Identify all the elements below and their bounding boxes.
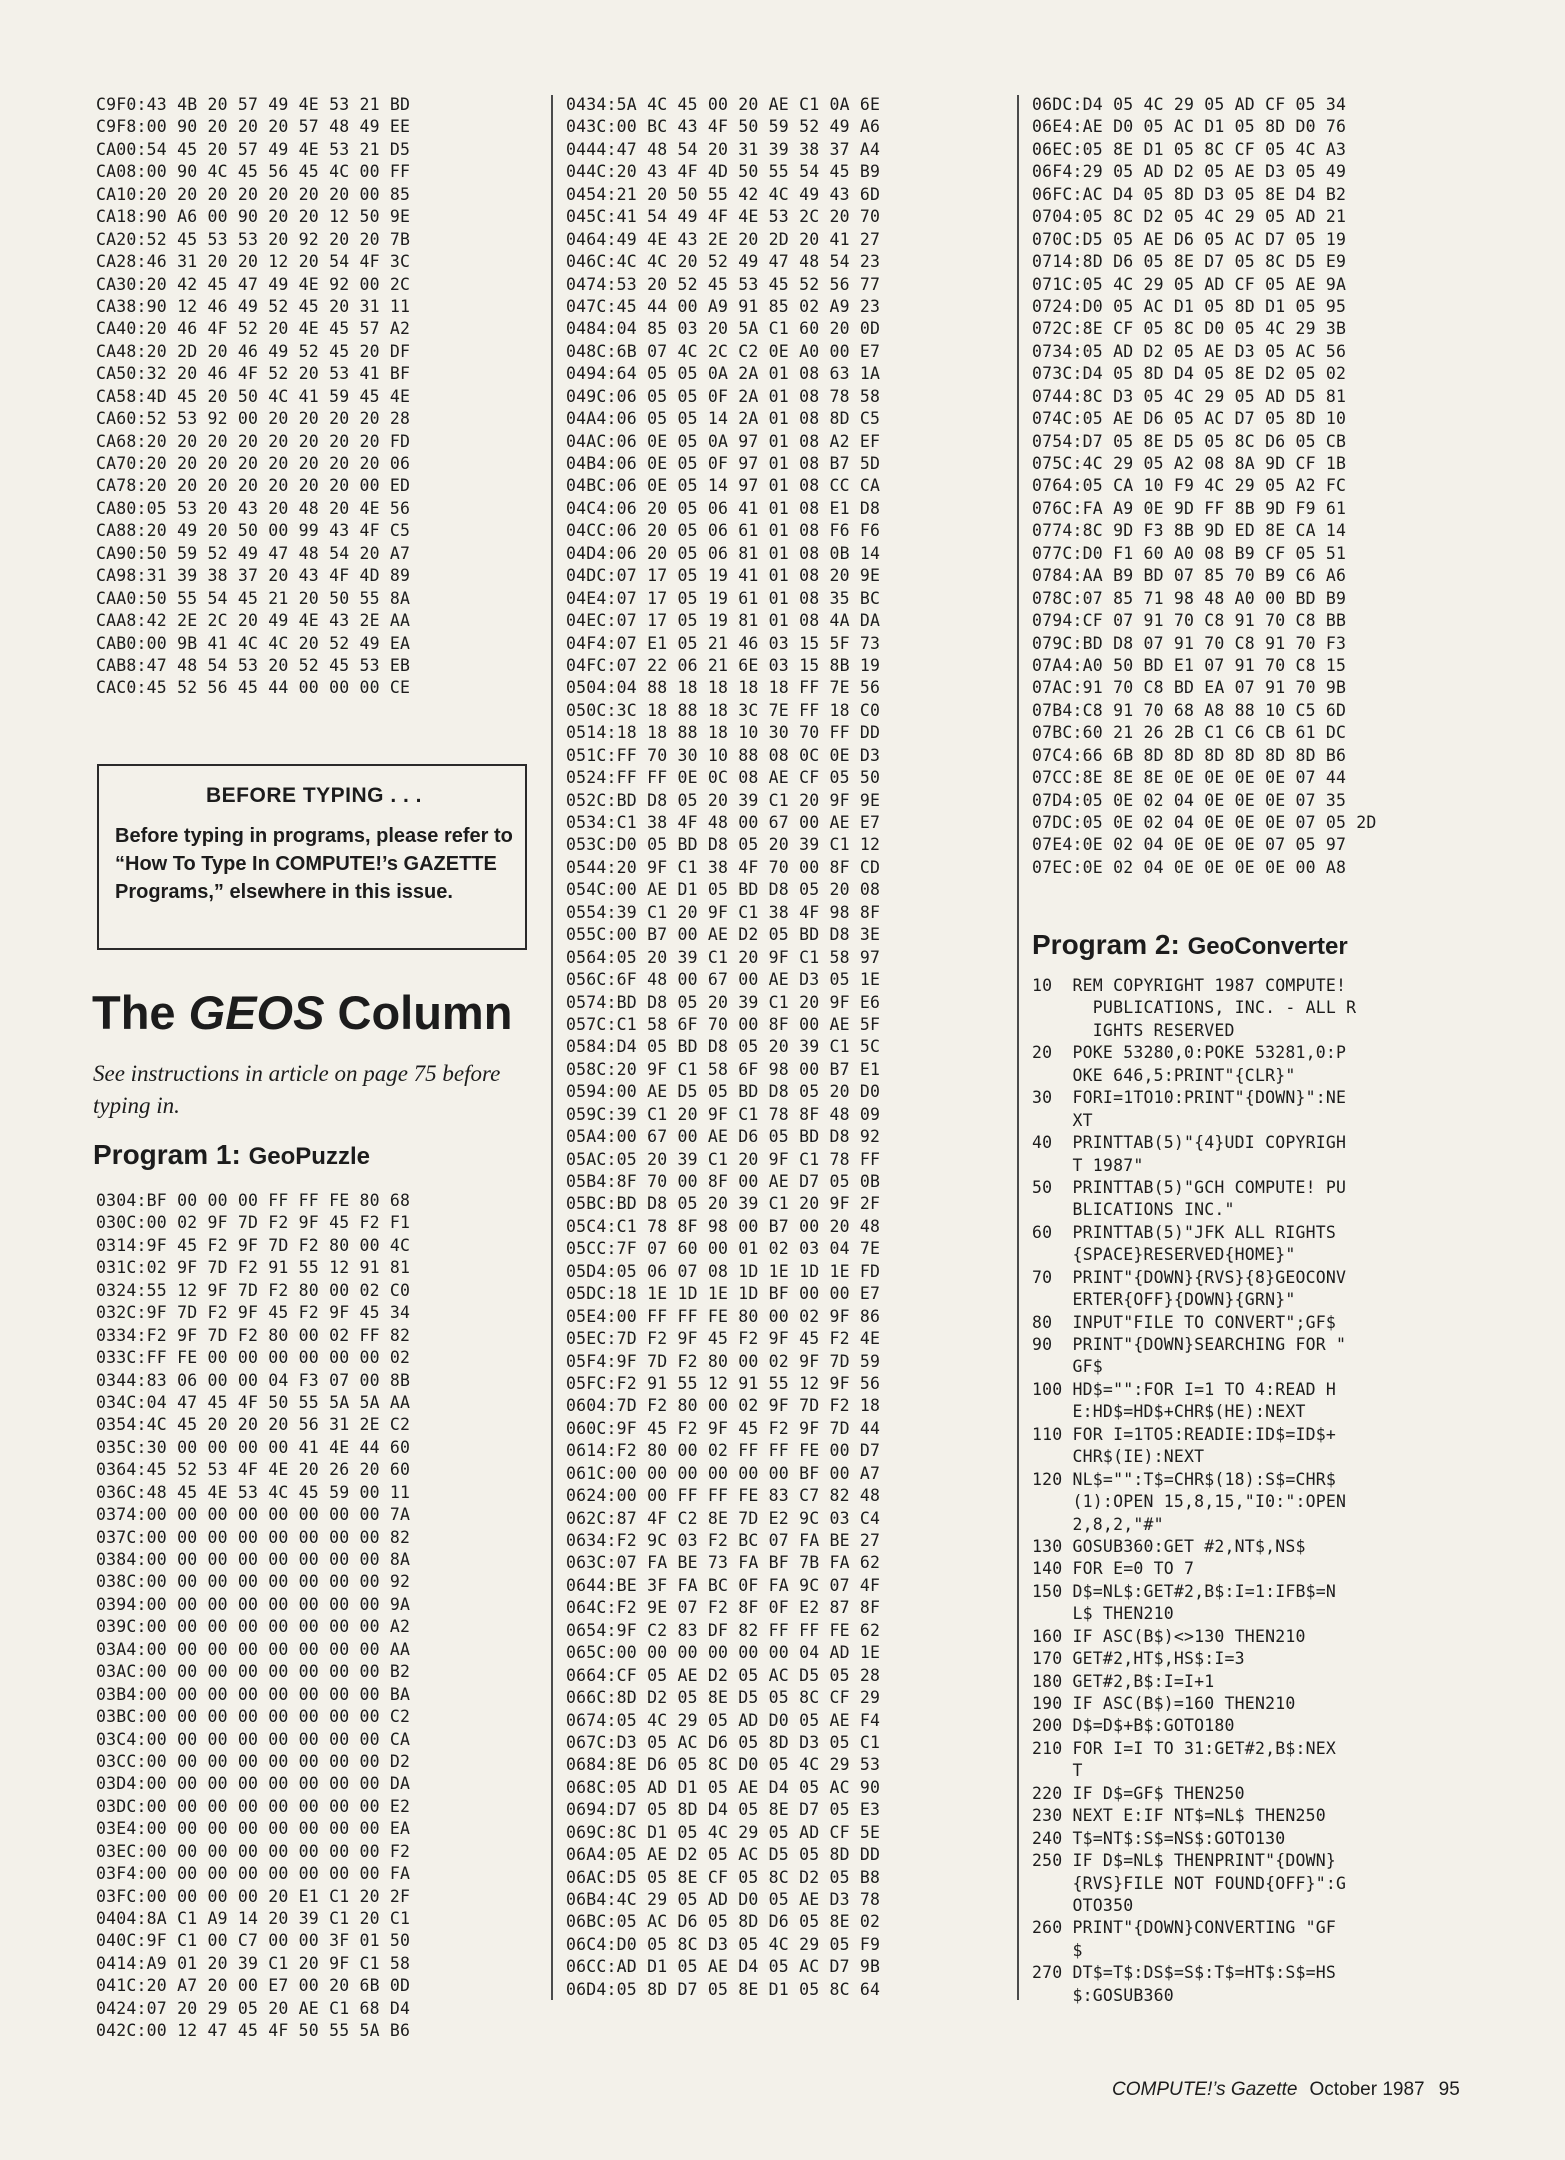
listing-line: 240 T$=NT$:S$=NS$:GOTO130 xyxy=(1032,1828,1286,1848)
listing-line: 048C:6B 07 4C 2C C2 0E A0 00 E7 xyxy=(566,341,881,361)
listing-line: CHR$(IE):NEXT xyxy=(1032,1447,1205,1467)
listing-line: 045C:41 54 49 4F 4E 53 2C 20 70 xyxy=(566,207,881,227)
footer-magazine: COMPUTE!’s Gazette xyxy=(1112,2079,1298,2100)
listing-line: T xyxy=(1032,1761,1083,1781)
listing-line: 06A4:05 AE D2 05 AC D5 05 8D DD xyxy=(566,1845,881,1865)
listing-line: 040C:9F C1 00 C7 00 00 3F 01 50 xyxy=(96,1931,411,1951)
listing-line: 210 FOR I=I TO 31:GET#2,B$:NEX xyxy=(1032,1738,1337,1758)
listing-line: 059C:39 C1 20 9F C1 78 8F 48 09 xyxy=(566,1104,881,1124)
listing-line: 06AC:D5 05 8E CF 05 8C D2 05 B8 xyxy=(566,1867,881,1887)
listing-line: 220 IF D$=GF$ THEN250 xyxy=(1032,1783,1245,1803)
listing-line: 250 IF D$=NL$ THENPRINT"{DOWN} xyxy=(1032,1851,1337,1871)
listing-line: 06F4:29 05 AD D2 05 AE D3 05 49 xyxy=(1032,162,1347,182)
listing-line: {SPACE}RESERVED{HOME}" xyxy=(1032,1245,1296,1265)
listing-line: CA98:31 39 38 37 20 43 4F 4D 89 xyxy=(96,566,411,586)
listing-line: 0534:C1 38 4F 48 00 67 00 AE E7 xyxy=(566,813,881,832)
listing-line: 035C:30 00 00 00 00 41 4E 44 60 xyxy=(96,1437,411,1457)
listing-line: 110 FOR I=1TO5:READIE:ID$=ID$+ xyxy=(1032,1424,1337,1444)
listing-line: L$ THEN210 xyxy=(1032,1604,1174,1624)
listing-line: 041C:20 A7 20 00 E7 00 20 6B 0D xyxy=(96,1976,411,1996)
listing-line: 0324:55 12 9F 7D F2 80 00 02 C0 xyxy=(96,1280,411,1300)
listing-column-1-top xyxy=(96,94,536,700)
listing-line: 034C:04 47 45 4F 50 55 5A 5A AA xyxy=(96,1392,411,1412)
listing-line: XT xyxy=(1032,1110,1093,1130)
listing-line: 0474:53 20 52 45 53 45 52 56 77 xyxy=(566,274,881,294)
listing-line: 06EC:05 8E D1 05 8C CF 05 4C A3 xyxy=(1032,139,1347,159)
column-title-geos: GEOS xyxy=(188,986,325,1039)
listing-line: 042C:00 12 47 45 4F 50 55 5A B6 xyxy=(96,2021,411,2041)
listing-line: C9F8:00 90 20 20 20 57 48 49 EE xyxy=(96,117,411,137)
listing-line: 05D4:05 06 07 08 1D 1E 1D 1E FD xyxy=(566,1261,881,1281)
page-number: 95 xyxy=(1438,2079,1460,2100)
listing-line: 100 HD$="":FOR I=1 TO 4:READ H xyxy=(1032,1379,1337,1399)
listing-line: CA28:46 31 20 20 12 20 54 4F 3C xyxy=(96,252,411,272)
listing-line: 054C:00 AE D1 05 BD D8 05 20 08 xyxy=(566,880,881,900)
listing-column-1-bottom xyxy=(96,1190,536,2043)
listing-line: CA70:20 20 20 20 20 20 20 20 06 xyxy=(96,454,411,473)
listing-line: 190 IF ASC(B$)=160 THEN210 xyxy=(1032,1694,1296,1713)
listing-line: CA88:20 49 20 50 00 99 43 4F C5 xyxy=(96,521,411,541)
listing-line: 03F4:00 00 00 00 00 00 00 00 FA xyxy=(96,1864,411,1884)
listing-line: 30 FORI=1TO10:PRINT"{DOWN}":NE xyxy=(1032,1088,1347,1108)
listing-line: 0514:18 18 88 18 10 30 70 FF DD xyxy=(566,723,881,743)
listing-line: 0434:5A 4C 45 00 20 AE C1 0A 6E xyxy=(566,95,881,114)
listing-line: 0564:05 20 39 C1 20 9F C1 58 97 xyxy=(566,947,881,967)
listing-line: 031C:02 9F 7D F2 91 55 12 91 81 xyxy=(96,1258,411,1278)
listing-line: 140 FOR E=0 TO 7 xyxy=(1032,1559,1195,1579)
listing-line: 0634:F2 9C 03 F2 BC 07 FA BE 27 xyxy=(566,1531,881,1550)
listing-line: 03C4:00 00 00 00 00 00 00 00 CA xyxy=(96,1729,411,1749)
listing-line: 160 IF ASC(B$)<>130 THEN210 xyxy=(1032,1626,1306,1646)
listing-line: 0734:05 AD D2 05 AE D3 05 AC 56 xyxy=(1032,341,1347,361)
listing-line: 06B4:4C 29 05 AD D0 05 AE D3 78 xyxy=(566,1890,881,1909)
listing-line: 03AC:00 00 00 00 00 00 00 00 B2 xyxy=(96,1662,411,1682)
listing-line: 036C:48 45 4E 53 4C 45 59 00 11 xyxy=(96,1482,411,1502)
notice-body: Before typing in programs, please refer to “How To Type In COMPUTE!’s GAZETTE Programs,” elsewhere in this issue. xyxy=(115,825,513,903)
listing-line: 069C:8C D1 05 4C 29 05 AD CF 5E xyxy=(566,1822,881,1842)
listing-line: 180 GET#2,B$:I=I+1 xyxy=(1032,1671,1215,1691)
listing-line: 039C:00 00 00 00 00 00 00 00 A2 xyxy=(96,1617,411,1637)
column-divider xyxy=(551,95,553,2000)
listing-line: 078C:07 85 71 98 48 A0 00 BD B9 xyxy=(1032,588,1347,608)
listing-line: 07BC:60 21 26 2B C1 C6 CB 61 DC xyxy=(1032,723,1347,743)
listing-line: CAA8:42 2E 2C 20 49 4E 43 2E AA xyxy=(96,611,411,631)
listing-line: GF$ xyxy=(1032,1357,1103,1377)
listing-line: 0354:4C 45 20 20 20 56 31 2E C2 xyxy=(96,1415,411,1435)
listing-line: 260 PRINT"{DOWN}CONVERTING "GF xyxy=(1032,1918,1337,1938)
listing-line: 062C:87 4F C2 8E 7D E2 9C 03 C4 xyxy=(566,1508,881,1528)
listing-line: 074C:05 AE D6 05 AC D7 05 8D 10 xyxy=(1032,409,1347,429)
listing-line: 230 NEXT E:IF NT$=NL$ THEN250 xyxy=(1032,1806,1326,1826)
listing-line: 0394:00 00 00 00 00 00 00 00 9A xyxy=(96,1594,411,1614)
listing-line: 047C:45 44 00 A9 91 85 02 A9 23 xyxy=(566,296,881,316)
listing-line: 0404:8A C1 A9 14 20 39 C1 20 C1 xyxy=(96,1909,411,1928)
listing-line: 037C:00 00 00 00 00 00 00 00 82 xyxy=(96,1527,411,1547)
listing-line: 0554:39 C1 20 9F C1 38 4F 98 8F xyxy=(566,902,881,922)
listing-line: 2,8,2,"#" xyxy=(1032,1514,1164,1534)
listing-line: 079C:BD D8 07 91 70 C8 91 70 F3 xyxy=(1032,633,1347,653)
listing-line: 0654:9F C2 83 DF 82 FF FF FE 62 xyxy=(566,1620,881,1640)
listing-line: 0714:8D D6 05 8E D7 05 8C D5 E9 xyxy=(1032,252,1347,272)
listing-line: 03DC:00 00 00 00 00 00 00 00 E2 xyxy=(96,1796,411,1816)
listing-line: 043C:00 BC 43 4F 50 59 52 49 A6 xyxy=(566,117,881,137)
column-intro: See instructions in article on page 75 before typing in. xyxy=(93,1061,501,1118)
listing-line: 0584:D4 05 BD D8 05 20 39 C1 5C xyxy=(566,1037,881,1057)
column-divider xyxy=(1017,95,1019,2000)
listing-line: 0414:A9 01 20 39 C1 20 9F C1 58 xyxy=(96,1953,411,1973)
listing-line: 06CC:AD D1 05 AE D4 05 AC D7 9B xyxy=(566,1957,881,1977)
listing-line: 120 NL$="":T$=CHR$(18):S$=CHR$ xyxy=(1032,1469,1337,1489)
listing-line: 0694:D7 05 8D D4 05 8E D7 05 E3 xyxy=(566,1800,881,1820)
listing-line: 075C:4C 29 05 A2 08 8A 9D CF 1B xyxy=(1032,454,1347,473)
listing-line: 0594:00 AE D5 05 BD D8 05 20 D0 xyxy=(566,1082,881,1102)
listing-line: (1):OPEN 15,8,15,"I0:":OPEN xyxy=(1032,1492,1347,1512)
listing-line: 0384:00 00 00 00 00 00 00 00 8A xyxy=(96,1550,411,1569)
listing-line: 06DC:D4 05 4C 29 05 AD CF 05 34 xyxy=(1032,95,1347,114)
listing-line: 0744:8C D3 05 4C 29 05 AD D5 81 xyxy=(1032,386,1347,406)
listing-line: CAB8:47 48 54 53 20 52 45 53 EB xyxy=(96,655,411,675)
column-title-suffix: Column xyxy=(337,986,513,1039)
listing-line: 80 INPUT"FILE TO CONVERT";GF$ xyxy=(1032,1312,1337,1332)
listing-line: 058C:20 9F C1 58 6F 98 00 B7 E1 xyxy=(566,1059,881,1079)
listing-line: 032C:9F 7D F2 9F 45 F2 9F 45 34 xyxy=(96,1303,411,1323)
listing-line: {RVS}FILE NOT FOUND{OFF}":G xyxy=(1032,1873,1347,1893)
listing-line: 07B4:C8 91 70 68 A8 88 10 C5 6D xyxy=(1032,700,1347,720)
listing-line: 0624:00 00 FF FF FE 83 C7 82 48 xyxy=(566,1486,881,1506)
listing-column-3-top xyxy=(1032,94,1502,879)
listing-line: 051C:FF 70 30 10 88 08 0C 0E D3 xyxy=(566,745,881,765)
listing-line: 052C:BD D8 05 20 39 C1 20 9F 9E xyxy=(566,790,881,810)
listing-line: CA10:20 20 20 20 20 20 20 00 85 xyxy=(96,184,411,204)
listing-line: 057C:C1 58 6F 70 00 8F 00 AE 5F xyxy=(566,1014,881,1034)
listing-line: 150 D$=NL$:GET#2,B$:I=1:IFB$=N xyxy=(1032,1581,1337,1601)
listing-line: 0674:05 4C 29 05 AD D0 05 AE F4 xyxy=(566,1710,881,1730)
listing-line: 270 DT$=T$:DS$=S$:T$=HT$:S$=HS xyxy=(1032,1963,1337,1983)
listing-line: 0364:45 52 53 4F 4E 20 26 20 60 xyxy=(96,1460,411,1480)
basic-listing-column-3 xyxy=(1032,975,1507,2007)
listing-line: 0604:7D F2 80 00 02 9F 7D F2 18 xyxy=(566,1396,881,1416)
page-footer xyxy=(1112,2079,1460,2101)
listing-line: CA50:32 20 46 4F 52 20 53 41 BF xyxy=(96,364,411,384)
listing-line: 050C:3C 18 88 18 3C 7E FF 18 C0 xyxy=(566,700,881,720)
listing-line: PUBLICATIONS, INC. - ALL R xyxy=(1032,998,1357,1018)
program-2-heading xyxy=(1032,929,1348,961)
column-title xyxy=(92,985,512,1040)
listing-line: 055C:00 B7 00 AE D2 05 BD D8 3E xyxy=(566,925,881,945)
listing-line: CA18:90 A6 00 90 20 20 12 50 9E xyxy=(96,207,411,227)
footer-date: October 1987 xyxy=(1309,2079,1425,2100)
listing-line: CA60:52 53 92 00 20 20 20 20 28 xyxy=(96,409,411,429)
listing-line: 0544:20 9F C1 38 4F 70 00 8F CD xyxy=(566,857,881,877)
listing-line: 0504:04 88 18 18 18 18 FF 7E 56 xyxy=(566,678,881,698)
listing-line: CA68:20 20 20 20 20 20 20 20 FD xyxy=(96,431,411,451)
listing-line: 064C:F2 9E 07 F2 8F 0F E2 87 8F xyxy=(566,1598,881,1618)
listing-line: 04AC:06 0E 05 0A 97 01 08 A2 EF xyxy=(566,431,881,451)
listing-line: 03CC:00 00 00 00 00 00 00 00 D2 xyxy=(96,1751,411,1771)
listing-line: 07EC:0E 02 04 0E 0E 0E 0E 00 A8 xyxy=(1032,857,1347,877)
listing-line: 0374:00 00 00 00 00 00 00 00 7A xyxy=(96,1505,411,1525)
listing-line: 060C:9F 45 F2 9F 45 F2 9F 7D 44 xyxy=(566,1418,881,1438)
listing-line: 0484:04 85 03 20 5A C1 60 20 0D xyxy=(566,319,881,339)
listing-line: 049C:06 05 05 0F 2A 01 08 78 58 xyxy=(566,386,881,406)
listing-line: 0454:21 20 50 55 42 4C 49 43 6D xyxy=(566,184,881,204)
listing-line: T 1987" xyxy=(1032,1155,1144,1175)
listing-line: 05C4:C1 78 8F 98 00 B7 00 20 48 xyxy=(566,1216,881,1236)
listing-line: OKE 646,5:PRINT"{CLR}" xyxy=(1032,1065,1296,1085)
program-1-name: GeoPuzzle xyxy=(248,1143,370,1170)
listing-line: 0794:CF 07 91 70 C8 91 70 C8 BB xyxy=(1032,611,1347,631)
listing-line: CA40:20 46 4F 52 20 4E 45 57 A2 xyxy=(96,319,411,339)
listing-line: CA48:20 2D 20 46 49 52 45 20 DF xyxy=(96,341,411,361)
listing-line: 0764:05 CA 10 F9 4C 29 05 A2 FC xyxy=(1032,476,1347,496)
listing-line: 05B4:8F 70 00 8F 00 AE D7 05 0B xyxy=(566,1172,881,1191)
listing-line: 70 PRINT"{DOWN}{RVS}{8}GEOCONV xyxy=(1032,1267,1347,1287)
listing-line: 073C:D4 05 8D D4 05 8E D2 05 02 xyxy=(1032,364,1347,384)
listing-line: 03E4:00 00 00 00 00 00 00 00 EA xyxy=(96,1819,411,1839)
listing-line: CA38:90 12 46 49 52 45 20 31 11 xyxy=(96,296,411,316)
listing-line: 03B4:00 00 00 00 00 00 00 00 BA xyxy=(96,1684,411,1704)
listing-line: CA30:20 42 45 47 49 4E 92 00 2C xyxy=(96,274,411,294)
program-2-name: GeoConverter xyxy=(1187,933,1348,960)
listing-line: C9F0:43 4B 20 57 49 4E 53 21 BD xyxy=(96,95,411,114)
listing-line: 130 GOSUB360:GET #2,NT$,NS$ xyxy=(1032,1536,1306,1556)
listing-line: 0314:9F 45 F2 9F 7D F2 80 00 4C xyxy=(96,1235,411,1255)
listing-line: 030C:00 02 9F 7D F2 9F 45 F2 F1 xyxy=(96,1213,411,1233)
listing-line: 04D4:06 20 05 06 81 01 08 0B 14 xyxy=(566,543,881,563)
listing-line: CA20:52 45 53 53 20 92 20 20 7B xyxy=(96,229,411,249)
listing-line: 04C4:06 20 05 06 41 01 08 E1 D8 xyxy=(566,498,881,518)
listing-line: 05FC:F2 91 55 12 91 55 12 9F 56 xyxy=(566,1373,881,1393)
listing-line: 05A4:00 67 00 AE D6 05 BD D8 92 xyxy=(566,1127,881,1147)
listing-line: 07CC:8E 8E 8E 0E 0E 0E 0E 07 44 xyxy=(1032,768,1347,788)
listing-line: 076C:FA A9 0E 9D FF 8B 9D F9 61 xyxy=(1032,498,1347,518)
listing-line: $:GOSUB360 xyxy=(1032,1985,1174,2005)
listing-line: 04BC:06 0E 05 14 97 01 08 CC CA xyxy=(566,476,881,496)
before-typing-notice xyxy=(97,764,527,950)
listing-line: 200 D$=D$+B$:GOTO180 xyxy=(1032,1716,1235,1736)
listing-line: 06D4:05 8D D7 05 8E D1 05 8C 64 xyxy=(566,1979,881,1999)
listing-line: 60 PRINTTAB(5)"JFK ALL RIGHTS xyxy=(1032,1222,1337,1242)
listing-line: 061C:00 00 00 00 00 00 BF 00 A7 xyxy=(566,1463,881,1483)
listing-line: 046C:4C 4C 20 52 49 47 48 54 23 xyxy=(566,252,881,272)
listing-line: 04F4:07 E1 05 21 46 03 15 5F 73 xyxy=(566,633,881,653)
listing-line: IGHTS RESERVED xyxy=(1032,1020,1235,1040)
listing-line: 0724:D0 05 AC D1 05 8D D1 05 95 xyxy=(1032,296,1347,316)
listing-line: 0464:49 4E 43 2E 20 2D 20 41 27 xyxy=(566,229,881,249)
listing-line: 03FC:00 00 00 00 20 E1 C1 20 2F xyxy=(96,1886,411,1906)
listing-line: 0424:07 20 29 05 20 AE C1 68 D4 xyxy=(96,1998,411,2018)
listing-line: 0684:8E D6 05 8C D0 05 4C 29 53 xyxy=(566,1755,881,1775)
listing-line: 07E4:0E 02 04 0E 0E 0E 07 05 97 xyxy=(1032,835,1347,855)
listing-line: 05F4:9F 7D F2 80 00 02 9F 7D 59 xyxy=(566,1351,881,1371)
listing-line: ERTER{OFF}{DOWN}{GRN}" xyxy=(1032,1290,1296,1310)
listing-line: 063C:07 FA BE 73 FA BF 7B FA 62 xyxy=(566,1553,881,1573)
listing-line: 072C:8E CF 05 8C D0 05 4C 29 3B xyxy=(1032,319,1347,339)
listing-line: 05CC:7F 07 60 00 01 02 03 04 7E xyxy=(566,1239,881,1259)
program-1-label: Program 1: xyxy=(93,1139,241,1170)
listing-line: 067C:D3 05 AC D6 05 8D D3 05 C1 xyxy=(566,1732,881,1752)
listing-line: 06C4:D0 05 8C D3 05 4C 29 05 F9 xyxy=(566,1934,881,1954)
listing-line: 0304:BF 00 00 00 FF FF FE 80 68 xyxy=(96,1191,411,1210)
listing-line: 033C:FF FE 00 00 00 00 00 00 02 xyxy=(96,1348,411,1368)
listing-line: 90 PRINT"{DOWN}SEARCHING FOR " xyxy=(1032,1335,1347,1354)
listing-line: 077C:D0 F1 60 A0 08 B9 CF 05 51 xyxy=(1032,543,1347,563)
listing-line: 068C:05 AD D1 05 AE D4 05 AC 90 xyxy=(566,1777,881,1797)
listing-line: 05BC:BD D8 05 20 39 C1 20 9F 2F xyxy=(566,1194,881,1214)
listing-line: 05EC:7D F2 9F 45 F2 9F 45 F2 4E xyxy=(566,1329,881,1349)
listing-line: 07D4:05 0E 02 04 0E 0E 0E 07 35 xyxy=(1032,790,1347,810)
listing-line: 04FC:07 22 06 21 6E 03 15 8B 19 xyxy=(566,655,881,675)
listing-line: 04E4:07 17 05 19 61 01 08 35 BC xyxy=(566,588,881,608)
listing-line: 0774:8C 9D F3 8B 9D ED 8E CA 14 xyxy=(1032,521,1347,541)
listing-line: 065C:00 00 00 00 00 00 04 AD 1E xyxy=(566,1643,881,1663)
listing-line: 07DC:05 0E 02 04 0E 0E 0E 07 05 2D xyxy=(1032,813,1377,832)
listing-line: 04EC:07 17 05 19 81 01 08 4A DA xyxy=(566,611,881,631)
listing-line: 03EC:00 00 00 00 00 00 00 00 F2 xyxy=(96,1841,411,1861)
listing-line: $ xyxy=(1032,1940,1083,1960)
listing-line: 0574:BD D8 05 20 39 C1 20 9F E6 xyxy=(566,992,881,1012)
listing-line: 0754:D7 05 8E D5 05 8C D6 05 CB xyxy=(1032,431,1347,451)
listing-line: 044C:20 43 4F 4D 50 55 54 45 B9 xyxy=(566,162,881,182)
program-1-heading xyxy=(93,1139,370,1171)
listing-line: OTO350 xyxy=(1032,1895,1134,1915)
listing-line: 066C:8D D2 05 8E D5 05 8C CF 29 xyxy=(566,1688,881,1708)
listing-line: 04DC:07 17 05 19 41 01 08 20 9E xyxy=(566,566,881,586)
listing-line: 0334:F2 9F 7D F2 80 00 02 FF 82 xyxy=(96,1325,411,1345)
listing-line: CA08:00 90 4C 45 56 45 4C 00 FF xyxy=(96,162,411,182)
listing-line: 0614:F2 80 00 02 FF FF FE 00 D7 xyxy=(566,1441,881,1461)
listing-line: 070C:D5 05 AE D6 05 AC D7 05 19 xyxy=(1032,229,1347,249)
listing-line: 0704:05 8C D2 05 4C 29 05 AD 21 xyxy=(1032,207,1347,227)
listing-line: 05E4:00 FF FF FE 80 00 02 9F 86 xyxy=(566,1306,881,1326)
listing-line: 0494:64 05 05 0A 2A 01 08 63 1A xyxy=(566,364,881,384)
listing-line: 06E4:AE D0 05 AC D1 05 8D D0 76 xyxy=(1032,117,1347,137)
listing-line: CAC0:45 52 56 45 44 00 00 00 CE xyxy=(96,678,411,698)
listing-line: 03D4:00 00 00 00 00 00 00 00 DA xyxy=(96,1774,411,1794)
listing-line: E:HD$=HD$+CHR$(HE):NEXT xyxy=(1032,1402,1306,1422)
listing-line: CA80:05 53 20 43 20 48 20 4E 56 xyxy=(96,498,411,518)
listing-line: 0344:83 06 00 00 04 F3 07 00 8B xyxy=(96,1370,411,1390)
listing-line: 0664:CF 05 AE D2 05 AC D5 05 28 xyxy=(566,1665,881,1685)
program-2-label: Program 2: xyxy=(1032,929,1180,960)
column-title-prefix: The xyxy=(92,986,176,1039)
listing-line: 170 GET#2,HT$,HS$:I=3 xyxy=(1032,1649,1245,1669)
listing-column-2 xyxy=(566,94,1006,2001)
listing-line: CA78:20 20 20 20 20 20 20 00 ED xyxy=(96,476,411,496)
listing-line: 056C:6F 48 00 67 00 AE D3 05 1E xyxy=(566,970,881,990)
listing-line: 06FC:AC D4 05 8D D3 05 8E D4 B2 xyxy=(1032,184,1347,204)
listing-line: 07AC:91 70 C8 BD EA 07 91 70 9B xyxy=(1032,678,1347,698)
listing-line: CA58:4D 45 20 50 4C 41 59 45 4E xyxy=(96,386,411,406)
listing-line: 0784:AA B9 BD 07 85 70 B9 C6 A6 xyxy=(1032,566,1347,586)
listing-line: 0444:47 48 54 20 31 39 38 37 A4 xyxy=(566,139,881,159)
listing-line: 04CC:06 20 05 06 61 01 08 F6 F6 xyxy=(566,521,881,541)
listing-line: BLICATIONS INC." xyxy=(1032,1200,1235,1220)
listing-line: 10 REM COPYRIGHT 1987 COMPUTE! xyxy=(1032,976,1347,995)
listing-line: 071C:05 4C 29 05 AD CF 05 AE 9A xyxy=(1032,274,1347,294)
listing-line: 038C:00 00 00 00 00 00 00 00 92 xyxy=(96,1572,411,1592)
listing-line: 40 PRINTTAB(5)"{4}UDI COPYRIGH xyxy=(1032,1133,1347,1153)
listing-line: 053C:D0 05 BD D8 05 20 39 C1 12 xyxy=(566,835,881,855)
listing-line: CA00:54 45 20 57 49 4E 53 21 D5 xyxy=(96,139,411,159)
listing-line: CA90:50 59 52 49 47 48 54 20 A7 xyxy=(96,543,411,563)
listing-line: 05DC:18 1E 1D 1E 1D BF 00 00 E7 xyxy=(566,1284,881,1304)
listing-line: 20 POKE 53280,0:POKE 53281,0:P xyxy=(1032,1043,1347,1063)
listing-line: 07C4:66 6B 8D 8D 8D 8D 8D 8D B6 xyxy=(1032,745,1347,765)
listing-line: 04A4:06 05 05 14 2A 01 08 8D C5 xyxy=(566,409,881,429)
listing-line: 0524:FF FF 0E 0C 08 AE CF 05 50 xyxy=(566,768,881,788)
listing-line: 06BC:05 AC D6 05 8D D6 05 8E 02 xyxy=(566,1912,881,1932)
listing-line: 0644:BE 3F FA BC 0F FA 9C 07 4F xyxy=(566,1575,881,1595)
listing-line: 07A4:A0 50 BD E1 07 91 70 C8 15 xyxy=(1032,655,1347,675)
listing-line: 03A4:00 00 00 00 00 00 00 00 AA xyxy=(96,1639,411,1659)
listing-line: 05AC:05 20 39 C1 20 9F C1 78 FF xyxy=(566,1149,881,1169)
notice-title: BEFORE TYPING . . . xyxy=(205,784,423,807)
listing-line: CAA0:50 55 54 45 21 20 50 55 8A xyxy=(96,588,411,608)
listing-line: 04B4:06 0E 05 0F 97 01 08 B7 5D xyxy=(566,454,881,473)
listing-line: 03BC:00 00 00 00 00 00 00 00 C2 xyxy=(96,1707,411,1727)
listing-line: 50 PRINTTAB(5)"GCH COMPUTE! PU xyxy=(1032,1177,1347,1197)
listing-line: CAB0:00 9B 41 4C 4C 20 52 49 EA xyxy=(96,633,411,653)
